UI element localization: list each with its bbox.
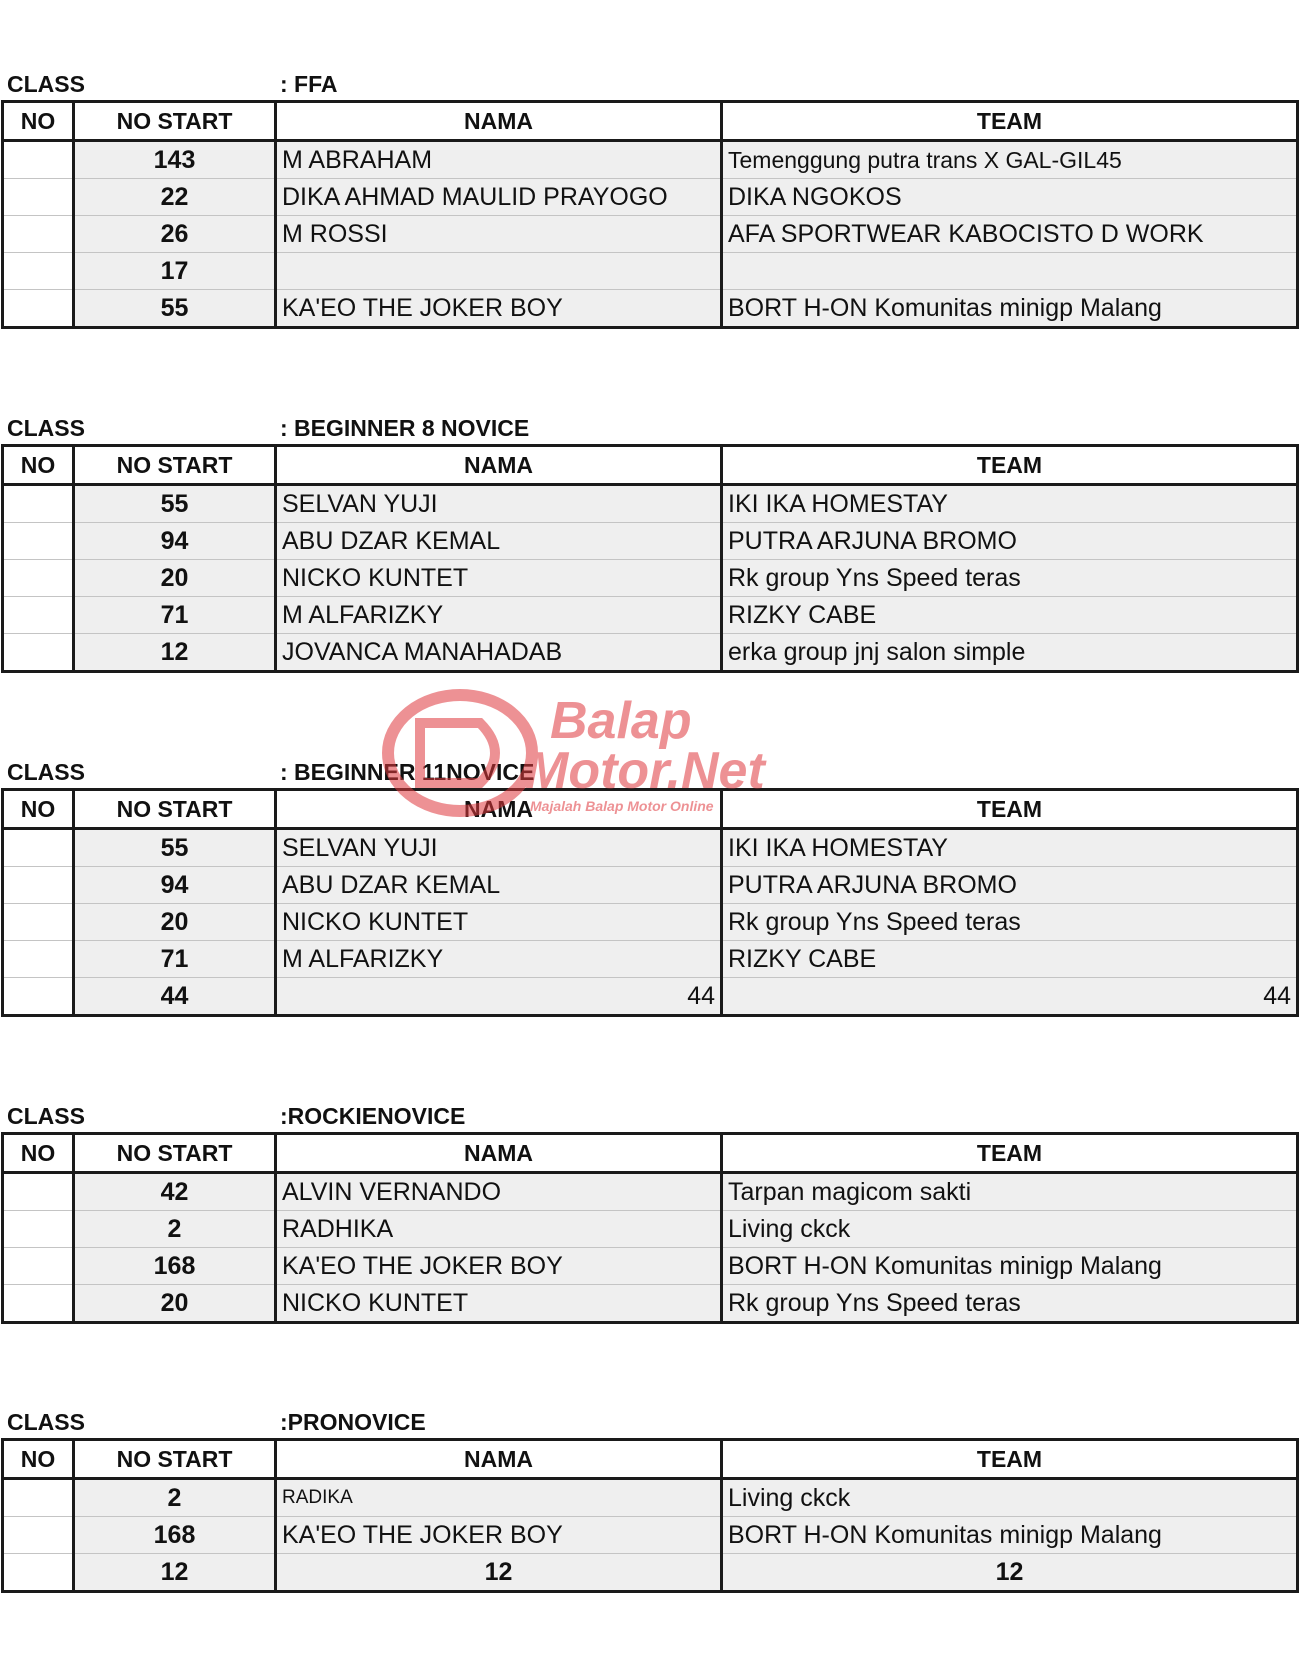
cell-start: 168 — [74, 1248, 276, 1285]
header-no-start: NO START — [74, 1134, 276, 1173]
header-no-start: NO START — [74, 790, 276, 829]
cell-start: 2 — [74, 1479, 276, 1517]
section-beginner-11-novice — [0, 756, 1300, 1017]
cell-team: Rk group Yns Speed teras — [722, 904, 1298, 941]
class-value: : FFA — [280, 71, 338, 97]
table-header-row — [3, 102, 1298, 141]
cell-start: 168 — [74, 1517, 276, 1554]
class-value: :PRONOVICE — [280, 1409, 426, 1435]
class-heading — [0, 1406, 1300, 1438]
table-row — [3, 1554, 1298, 1592]
table-row — [3, 1173, 1298, 1211]
cell-start: 71 — [74, 597, 276, 634]
entry-table — [1, 1438, 1299, 1593]
cell-team: IKI IKA HOMESTAY — [722, 485, 1298, 523]
table-row — [3, 1248, 1298, 1285]
header-no-start: NO START — [74, 1440, 276, 1479]
cell-team: RIZKY CABE — [722, 597, 1298, 634]
table-row — [3, 904, 1298, 941]
section-pro-novice — [0, 1406, 1300, 1593]
class-heading — [0, 68, 1300, 100]
cell-nama: ALVIN VERNANDO — [276, 1173, 722, 1211]
class-heading — [0, 412, 1300, 444]
cell-no — [3, 216, 74, 253]
cell-no — [3, 978, 74, 1016]
table-row — [3, 1517, 1298, 1554]
header-no-start: NO START — [74, 102, 276, 141]
cell-team: BORT H-ON Komunitas minigp Malang — [722, 290, 1298, 328]
header-no: NO — [3, 1440, 74, 1479]
cell-no — [3, 485, 74, 523]
class-label: CLASS — [7, 1103, 85, 1129]
cell-no — [3, 523, 74, 560]
cell-nama: DIKA AHMAD MAULID PRAYOGO — [276, 179, 722, 216]
header-no: NO — [3, 790, 74, 829]
table-row — [3, 485, 1298, 523]
cell-nama — [276, 253, 722, 290]
cell-team: BORT H-ON Komunitas minigp Malang — [722, 1248, 1298, 1285]
header-team: TEAM — [722, 1440, 1298, 1479]
header-nama: NAMA — [276, 102, 722, 141]
table-row — [3, 290, 1298, 328]
watermark-line1: Balap — [550, 692, 692, 750]
watermark-line2: Motor.Net — [525, 742, 765, 800]
table-row — [3, 1479, 1298, 1517]
cell-nama: KA'EO THE JOKER BOY — [276, 290, 722, 328]
table-row — [3, 1211, 1298, 1248]
table-row — [3, 941, 1298, 978]
cell-no — [3, 290, 74, 328]
header-no-start: NO START — [74, 446, 276, 485]
cell-no — [3, 1173, 74, 1211]
cell-team: BORT H-ON Komunitas minigp Malang — [722, 1517, 1298, 1554]
cell-nama: JOVANCA MANAHADAB — [276, 634, 722, 672]
cell-team: PUTRA ARJUNA BROMO — [722, 867, 1298, 904]
cell-team: Rk group Yns Speed teras — [722, 560, 1298, 597]
cell-start: 143 — [74, 141, 276, 179]
cell-nama: SELVAN YUJI — [276, 829, 722, 867]
cell-no — [3, 1211, 74, 1248]
watermark-tagline: Majalah Balap Motor Online — [530, 798, 714, 814]
table-row — [3, 216, 1298, 253]
cell-no — [3, 1248, 74, 1285]
cell-no — [3, 941, 74, 978]
header-no: NO — [3, 102, 74, 141]
table-row — [3, 179, 1298, 216]
cell-start: 26 — [74, 216, 276, 253]
cell-nama: SELVAN YUJI — [276, 485, 722, 523]
cell-team: IKI IKA HOMESTAY — [722, 829, 1298, 867]
cell-no — [3, 867, 74, 904]
entry-table — [1, 1132, 1299, 1324]
cell-no — [3, 253, 74, 290]
table-row — [3, 523, 1298, 560]
cell-no — [3, 141, 74, 179]
cell-team: erka group jnj salon simple — [722, 634, 1298, 672]
cell-start: 17 — [74, 253, 276, 290]
cell-nama: RADHIKA — [276, 1211, 722, 1248]
cell-no — [3, 1479, 74, 1517]
cell-team: Temenggung putra trans X GAL-GIL45 — [722, 141, 1298, 179]
cell-nama: RADIKA — [276, 1479, 722, 1517]
cell-nama: 44 — [276, 978, 722, 1016]
cell-team: Living ckck — [722, 1211, 1298, 1248]
cell-start: 2 — [74, 1211, 276, 1248]
class-heading — [0, 756, 1300, 788]
cell-no — [3, 634, 74, 672]
table-row — [3, 253, 1298, 290]
cell-team: Rk group Yns Speed teras — [722, 1285, 1298, 1323]
table-row — [3, 141, 1298, 179]
table-row — [3, 978, 1298, 1016]
class-label: CLASS — [7, 1409, 85, 1435]
cell-nama: NICKO KUNTET — [276, 1285, 722, 1323]
cell-start: 94 — [74, 867, 276, 904]
cell-no — [3, 1517, 74, 1554]
cell-start: 22 — [74, 179, 276, 216]
entry-table — [1, 788, 1299, 1017]
cell-nama: M ROSSI — [276, 216, 722, 253]
cell-no — [3, 179, 74, 216]
header-nama: NAMA — [276, 446, 722, 485]
cell-start: 42 — [74, 1173, 276, 1211]
header-nama: NAMA — [276, 1440, 722, 1479]
header-team: TEAM — [722, 1134, 1298, 1173]
cell-start: 20 — [74, 560, 276, 597]
header-team: TEAM — [722, 102, 1298, 141]
cell-team: AFA SPORTWEAR KABOCISTO D WORK — [722, 216, 1298, 253]
table-header-row — [3, 1440, 1298, 1479]
cell-start: 55 — [74, 829, 276, 867]
class-value: : BEGINNER 11NOVICE — [280, 759, 535, 785]
cell-team: 12 — [722, 1554, 1298, 1592]
cell-nama: KA'EO THE JOKER BOY — [276, 1517, 722, 1554]
class-heading — [0, 1100, 1300, 1132]
cell-nama: ABU DZAR KEMAL — [276, 523, 722, 560]
cell-nama: M ABRAHAM — [276, 141, 722, 179]
class-label: CLASS — [7, 71, 85, 97]
table-row — [3, 597, 1298, 634]
cell-start: 71 — [74, 941, 276, 978]
class-label: CLASS — [7, 759, 85, 785]
section-beginner-8-novice — [0, 412, 1300, 673]
cell-no — [3, 1554, 74, 1592]
table-header-row — [3, 790, 1298, 829]
class-label: CLASS — [7, 415, 85, 441]
header-team: TEAM — [722, 790, 1298, 829]
cell-start: 20 — [74, 904, 276, 941]
cell-nama: KA'EO THE JOKER BOY — [276, 1248, 722, 1285]
entry-table — [1, 444, 1299, 673]
header-no: NO — [3, 1134, 74, 1173]
table-row — [3, 560, 1298, 597]
cell-team: DIKA NGOKOS — [722, 179, 1298, 216]
table-row — [3, 829, 1298, 867]
header-no: NO — [3, 446, 74, 485]
cell-start: 94 — [74, 523, 276, 560]
cell-nama: NICKO KUNTET — [276, 904, 722, 941]
cell-start: 55 — [74, 485, 276, 523]
cell-start: 20 — [74, 1285, 276, 1323]
cell-team: RIZKY CABE — [722, 941, 1298, 978]
cell-team: Living ckck — [722, 1479, 1298, 1517]
cell-team: Tarpan magicom sakti — [722, 1173, 1298, 1211]
cell-team — [722, 253, 1298, 290]
cell-nama: M ALFARIZKY — [276, 941, 722, 978]
cell-team: 44 — [722, 978, 1298, 1016]
cell-no — [3, 904, 74, 941]
section-rockie-novice — [0, 1100, 1300, 1324]
cell-nama: M ALFARIZKY — [276, 597, 722, 634]
cell-start: 12 — [74, 634, 276, 672]
cell-team: PUTRA ARJUNA BROMO — [722, 523, 1298, 560]
cell-start: 44 — [74, 978, 276, 1016]
table-row — [3, 634, 1298, 672]
cell-no — [3, 1285, 74, 1323]
cell-no — [3, 560, 74, 597]
table-row — [3, 1285, 1298, 1323]
section-ffa — [0, 68, 1300, 329]
table-row — [3, 867, 1298, 904]
table-header-row — [3, 446, 1298, 485]
cell-no — [3, 597, 74, 634]
class-value: : BEGINNER 8 NOVICE — [280, 415, 530, 441]
header-team: TEAM — [722, 446, 1298, 485]
class-value: :ROCKIENOVICE — [280, 1103, 466, 1129]
cell-nama: 12 — [276, 1554, 722, 1592]
cell-nama: NICKO KUNTET — [276, 560, 722, 597]
table-header-row — [3, 1134, 1298, 1173]
cell-start: 12 — [74, 1554, 276, 1592]
cell-nama: ABU DZAR KEMAL — [276, 867, 722, 904]
header-nama: NAMA — [276, 790, 722, 829]
cell-start: 55 — [74, 290, 276, 328]
cell-no — [3, 829, 74, 867]
header-nama: NAMA — [276, 1134, 722, 1173]
entry-table — [1, 100, 1299, 329]
